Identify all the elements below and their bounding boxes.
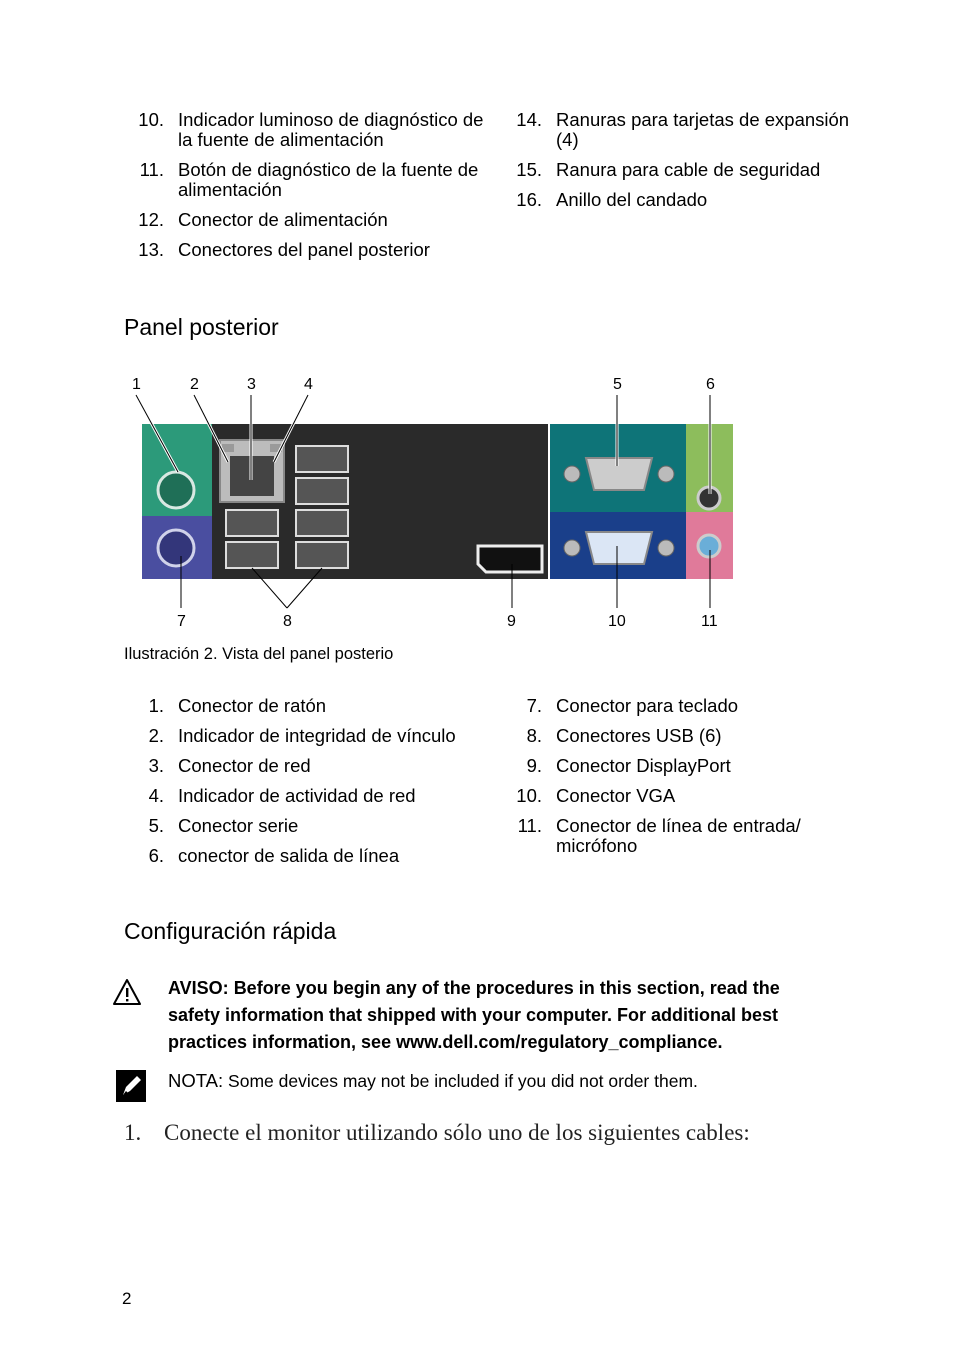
note-label: NOTA: [168,1070,224,1091]
note-pencil-icon [116,1070,146,1102]
callout-3: 3 [247,376,256,393]
usb-port [226,510,278,536]
note-text [168,1070,698,1092]
list-item: 10. Indicador luminoso de diagnóstico de la fuente de alimentación [138,109,484,150]
warning-icon [112,978,142,1006]
callout-4: 4 [304,376,313,393]
list-item: 16. Anillo del candado [516,189,708,210]
mouse-port [158,472,194,508]
list-item: 2. Indicador de integridad de vínculo [148,725,456,746]
step-1 [124,1120,750,1146]
warning-body: Before you begin any of the procedures in this section, read the safety information that shipped with your computer. For additional best practices information, see www.dell.com/regulatory_compliance. [168,978,780,1052]
callout-9: 9 [507,613,516,630]
list-item: 6. conector de salida de línea [148,845,400,866]
page-number: 2 [122,1289,132,1308]
list-item: 11. Conector de línea de entrada/ micrófono [517,815,801,856]
back-panel-diagram [118,370,748,635]
warning-label: AVISO: [168,978,229,998]
keyboard-port [158,530,194,566]
list-item: 14. Ranuras para tarjetas de expansión (4) [516,109,850,150]
figure-caption: Ilustración 2. Vista del panel posterio [124,645,394,663]
back-panel-figure [118,370,748,640]
section-title-panel-posterior: Panel posterior [124,314,279,340]
callout-2: 2 [190,376,199,393]
list-item: 8. Conectores USB (6) [526,725,722,746]
list-item: 15. Ranura para cable de seguridad [516,159,821,180]
list-item: 3. Conector de red [148,755,311,776]
usb-port [296,478,348,504]
list-item: 9. Conector DisplayPort [526,755,731,776]
vga-port [586,532,652,564]
usb-port [296,510,348,536]
warning-text [168,975,828,1056]
legend-list-left [124,696,484,876]
line-in-port [698,535,720,557]
note-body: Some devices may not be included if you did not order them. [228,1071,698,1091]
list-item: 5. Conector serie [148,815,299,836]
callout-7: 7 [177,613,186,630]
usb-port [296,446,348,472]
section-title-configuracion-rapida: Configuración rápida [124,918,337,944]
callout-5: 5 [613,376,622,393]
list-item: 12. Conector de alimentación [138,209,388,230]
list-item: 7. Conector para teclado [526,695,739,716]
list-item: 1. Conector de ratón [148,695,327,716]
top-list-left [124,110,484,270]
list-item: 11. Botón de diagnóstico de la fuente de alimentación [139,159,479,200]
usb-port [226,542,278,568]
callout-1: 1 [132,376,141,393]
displayport-connector [478,546,542,572]
list-item: 10. Conector VGA [516,785,676,806]
top-list-right [502,110,862,220]
callout-11: 11 [701,613,718,630]
usb-port [296,542,348,568]
callout-6: 6 [706,376,715,393]
step-text: Conecte el monitor utilizando sólo uno de los siguientes cables: [164,1120,750,1145]
step-number: 1. [124,1120,142,1145]
callout-10: 10 [608,613,626,630]
list-item: 13. Conectores del panel posterior [138,239,430,260]
legend-list-right [502,696,832,866]
list-item: 4. Indicador de actividad de red [148,785,416,806]
callout-8: 8 [283,613,292,630]
serial-port [586,458,652,490]
